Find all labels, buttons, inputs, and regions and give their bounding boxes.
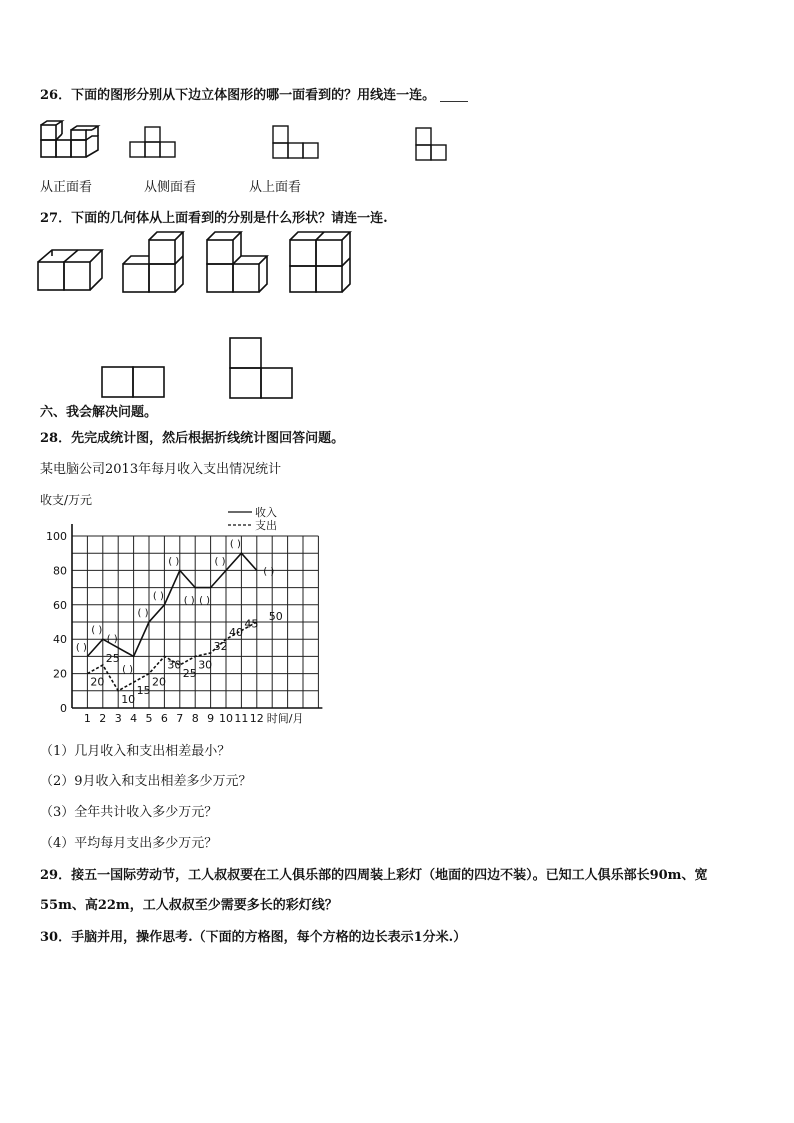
expense-point-label: 25 — [182, 667, 197, 680]
q28-question-2: （2）9月收入和支出相差多少万元？ — [40, 774, 252, 789]
q26-label-side: 从侧面看 — [144, 180, 197, 195]
income-point-label: ( ) — [75, 642, 87, 654]
x-tick-label: 6 — [160, 712, 168, 725]
income-expense-line-chart — [36, 488, 336, 728]
income-point-label: ( ) — [229, 539, 241, 551]
q29-text-line1: 29．接五一国际劳动节，工人叔叔要在工人俱乐部的四周装上彩灯（地面的四边不装）。已知工人俱乐部长90m、宽 — [40, 868, 708, 883]
expense-point-label: 20 — [152, 675, 166, 689]
q29-text-line2: 55m、高22m，工人叔叔至少需要多长的彩灯线？ — [40, 898, 338, 913]
x-tick-label: 3 — [114, 712, 122, 725]
q27-solid-1 — [36, 244, 104, 294]
x-tick-label: 2 — [99, 712, 107, 725]
legend-label-2: 支出 — [255, 519, 277, 532]
q27-solid-4 — [288, 230, 354, 294]
x-tick-label: 12 — [249, 712, 264, 725]
x-tick-label: 10 — [219, 712, 233, 725]
q28-chart-title: 某电脑公司2013年每月收入支出情况统计 — [40, 462, 282, 477]
y-tick-label: 20 — [53, 667, 67, 681]
chart-legend — [228, 505, 277, 532]
section6-title: 六、我会解决问题。 — [40, 405, 158, 420]
expense-point-label: 15 — [136, 684, 151, 698]
x-tick-label: 1 — [83, 712, 91, 725]
x-tick-label: 8 — [191, 712, 199, 725]
q30-text: 30．手脑并用，操作思考.（下面的方格图，每个方格的边长表示1分米.） — [40, 930, 467, 945]
income-point-label: ( ) — [263, 566, 275, 578]
x-tick-label: 4 — [130, 712, 138, 725]
expense-point-label: 32 — [213, 639, 228, 653]
income-point-label: ( ) — [183, 595, 195, 607]
q26-solid-figure — [40, 120, 102, 160]
expense-point-label: 25 — [105, 652, 120, 665]
x-tick-label: 5 — [145, 712, 153, 725]
expense-point-label: 30 — [167, 658, 182, 672]
income-point-label: ( ) — [122, 664, 134, 676]
decor-line — [440, 101, 468, 102]
q26-view-c — [414, 126, 448, 164]
income-point-label: ( ) — [214, 556, 226, 568]
expense-point-label: 20 — [90, 675, 105, 689]
legend-label-1: 收入 — [255, 506, 277, 519]
chart-axes — [40, 492, 322, 725]
expense-point-label: 40 — [229, 626, 243, 640]
q28-question-3: （3）全年共计收入多少万元？ — [40, 805, 218, 820]
income-point-label: ( ) — [91, 625, 103, 637]
income-point-label: ( ) — [168, 556, 180, 568]
y-tick-label: 0 — [60, 702, 67, 715]
q26-label-top: 从上面看 — [249, 180, 302, 195]
y-axis-title: 收支/万元 — [40, 493, 93, 507]
y-tick-label: 60 — [53, 598, 67, 612]
income-point-label: ( ) — [199, 595, 211, 607]
x-tick-label: 11 — [234, 712, 249, 725]
q27-solid-2 — [121, 230, 185, 294]
q27-solid-3 — [205, 230, 269, 294]
q26-text: 26．下面的图形分别从下边立体图形的哪一面看到的？用线连一连。 — [40, 88, 436, 103]
y-tick-label: 40 — [53, 633, 67, 647]
q28-question-4: （4）平均每月支出多少万元？ — [40, 836, 218, 851]
expense-point-label: 30 — [198, 658, 213, 672]
x-tick-label: 9 — [207, 712, 215, 725]
x-tick-label: 7 — [176, 712, 184, 725]
q27-text: 27．下面的几何体从上面看到的分别是什么形状？请连一连. — [40, 211, 388, 226]
q26-view-b — [271, 124, 321, 162]
q26-view-a — [128, 125, 178, 161]
expense-point-label: 50 — [268, 610, 283, 623]
q27-top-view-a — [100, 365, 166, 399]
q27-top-view-b — [228, 336, 294, 400]
q26-label-front: 从正面看 — [40, 180, 93, 195]
y-tick-label: 80 — [53, 564, 67, 578]
q28-text: 28．先完成统计图，然后根据折线统计图回答问题。 — [40, 431, 345, 446]
expense-point-label: 45 — [244, 617, 259, 631]
income-point-label: ( ) — [152, 590, 164, 602]
y-tick-label: 100 — [46, 530, 67, 543]
income-point-label: ( ) — [137, 608, 149, 619]
q28-question-1: （1）几月收入和支出相差最小？ — [40, 744, 231, 759]
x-axis-title: 时间/月 — [266, 712, 304, 725]
expense-point-label: 10 — [121, 692, 136, 706]
income-point-label: ( ) — [106, 633, 118, 645]
